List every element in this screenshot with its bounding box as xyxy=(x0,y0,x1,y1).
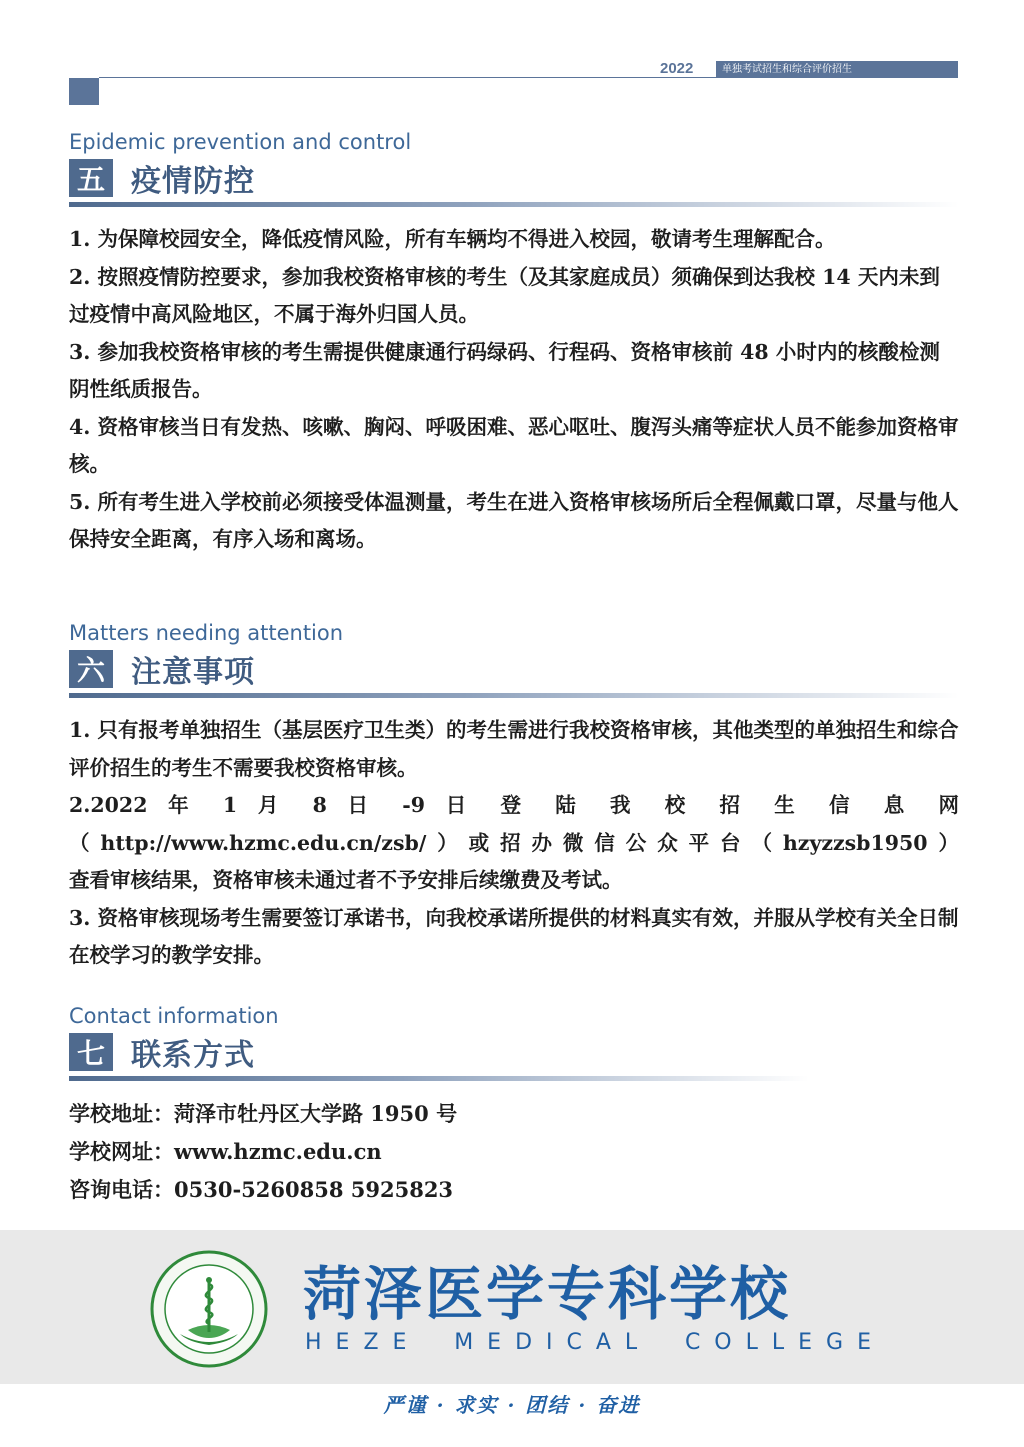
paragraph: 5. 所有考生进入学校前必须接受体温测量，考生在进入资格审核场所后全程佩戴口罩，尽量与他人保持安全距离，有序入场和离场。 xyxy=(69,489,959,551)
section-english-title: Matters needing attention xyxy=(69,621,344,645)
section-contact xyxy=(69,1002,959,1209)
section-heading xyxy=(69,1032,959,1072)
paragraph: 1. 只有报考单独招生（基层医疗卫生类）的考生需进行我校资格审核，其他类型的单独招生和综合评价招生的考生不需要我校资格审核。 xyxy=(69,718,959,780)
section-divider xyxy=(69,202,959,207)
section-english-title: Epidemic prevention and control xyxy=(69,130,412,154)
college-motto: 严谨 · 求实 · 团结 · 奋进 xyxy=(383,1393,641,1417)
section-number: 六 xyxy=(69,650,113,688)
contact-website: 学校网址：www.hzmc.edu.cn xyxy=(69,1139,382,1164)
college-seal-logo xyxy=(150,1250,268,1368)
section-title: 疫情防控 xyxy=(131,164,255,199)
section-heading xyxy=(69,158,959,198)
paragraph-line: （http://www.hzmc.edu.cn/zsb/）或招办微信公众平台（hzyzzsb1950） xyxy=(69,830,959,855)
section-divider xyxy=(69,693,959,698)
section-heading xyxy=(69,649,959,689)
header-year: 2022 xyxy=(660,60,694,77)
section-divider xyxy=(69,1076,809,1081)
college-name-word: HEZE xyxy=(305,1330,421,1355)
paragraph-line: 2.2022 年 1 月 8 日 -9 日 登 陆 我 校 招 生 信 息 网 xyxy=(69,793,959,817)
section-number: 五 xyxy=(69,159,113,197)
contact-address: 学校地址：菏泽市牡丹区大学路 1950 号 xyxy=(69,1101,458,1126)
section-english-title: Contact information xyxy=(69,1004,279,1028)
college-name-word: COLLEGE xyxy=(684,1330,885,1355)
paragraph-line: 查看审核结果，资格审核未通过者不予安排后续缴费及考试。 xyxy=(69,868,623,892)
paragraph: 3. 资格审核现场考生需要签订承诺书，向我校承诺所提供的材料真实有效，并服从学校有关全日制在校学习的教学安排。 xyxy=(69,905,959,967)
section-number: 七 xyxy=(69,1033,113,1071)
paragraph xyxy=(69,787,959,900)
paragraph: 3. 参加我校资格审核的考生需提供健康通行码绿码、行程码、资格审核前 48 小时内的核酸检测阴性纸质报告。 xyxy=(69,339,940,401)
contact-phone: 咨询电话：0530-5260858 5925823 xyxy=(69,1177,454,1202)
paragraph: 1. 为保障校园安全，降低疫情风险，所有车辆均不得进入校园，敬请考生理解配合。 xyxy=(69,227,836,251)
header-accent-square xyxy=(69,78,99,105)
paragraph: 4. 资格审核当日有发热、咳嗽、胸闷、呼吸困难、恶心呕吐、腹泻头痛等症状人员不能参加资格审核。 xyxy=(69,414,959,476)
header-subtitle: 单独考试招生和综合评价招生 xyxy=(716,61,958,78)
college-name-english xyxy=(305,1329,885,1357)
college-name-word: MEDICAL xyxy=(454,1330,652,1355)
section-attention xyxy=(69,619,959,975)
section-epidemic xyxy=(69,128,959,559)
section-title: 联系方式 xyxy=(131,1038,255,1073)
college-name-chinese: 菏泽医学专科学校 xyxy=(303,1260,792,1328)
section-title: 注意事项 xyxy=(131,655,255,690)
paragraph: 2. 按照疫情防控要求，参加我校资格审核的考生（及其家庭成员）须确保到达我校 14 天内未到过疫情中高风险地区，不属于海外归国人员。 xyxy=(69,264,940,326)
